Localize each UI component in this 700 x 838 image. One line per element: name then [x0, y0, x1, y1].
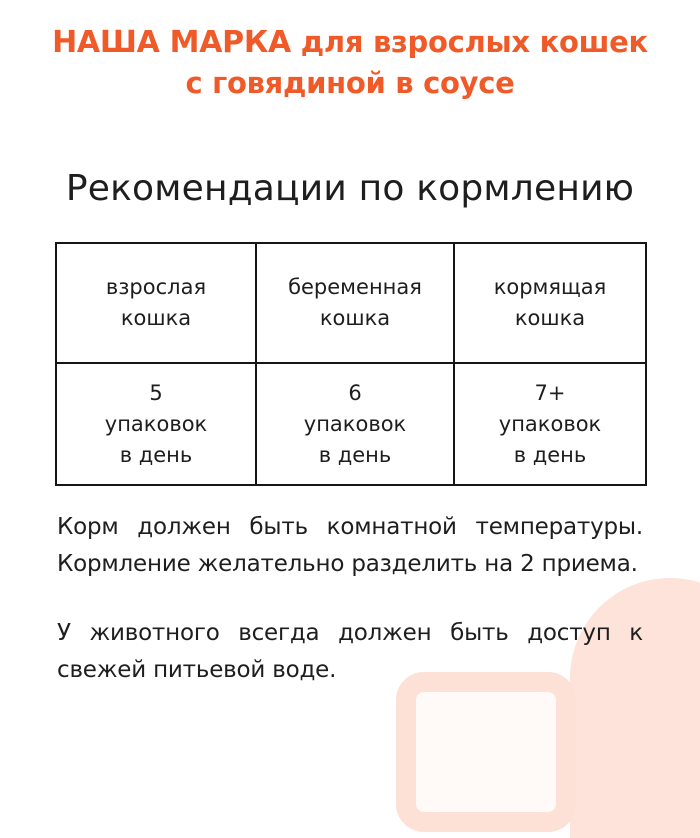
unit-label: в день	[119, 442, 193, 467]
decorative-rounded-square-shape	[396, 672, 576, 832]
note-water	[57, 615, 643, 689]
table-cell-nursing-amount	[454, 363, 646, 485]
note-line: свежей питьевой воде.	[57, 657, 337, 683]
feeding-table	[55, 242, 647, 486]
unit-label: упаковок	[303, 411, 407, 436]
product-title-line-1	[0, 22, 700, 63]
unit-label: упаковок	[498, 411, 602, 436]
unit-label: в день	[318, 442, 392, 467]
header-line: взрослая	[105, 275, 207, 299]
product-title	[0, 22, 700, 103]
table-cell-adult-amount	[56, 363, 256, 485]
amount-value: 5	[149, 380, 163, 405]
note-line: У животного всегда должен быть доступ к	[57, 620, 643, 646]
table-row	[56, 363, 646, 485]
header-line: беременная	[288, 275, 422, 299]
amount-value: 7+	[534, 380, 566, 405]
header-line: кошка	[319, 306, 391, 330]
table-header-cell-pregnant	[256, 243, 454, 363]
product-title-line-2: с говядиной в соусе	[185, 66, 515, 100]
table-header-cell-nursing	[454, 243, 646, 363]
product-title-rest: для взрослых кошек	[300, 25, 648, 59]
note-line: Кормление желательно разделить на 2 приема.	[57, 551, 638, 577]
amount-value: 6	[348, 380, 362, 405]
note-line: Корм должен быть комнатной температуры.	[57, 514, 643, 540]
section-heading: Рекомендации по кормлению	[65, 168, 635, 209]
table-header-cell-adult	[56, 243, 256, 363]
header-line: кошка	[514, 306, 586, 330]
table-cell-pregnant-amount	[256, 363, 454, 485]
brand-name: НАША МАРКА	[52, 25, 291, 60]
header-line: кормящая	[493, 275, 607, 299]
note-temperature	[57, 509, 643, 583]
header-line: кошка	[120, 306, 192, 330]
unit-label: упаковок	[104, 411, 208, 436]
table-header-row	[56, 243, 646, 363]
unit-label: в день	[513, 442, 587, 467]
